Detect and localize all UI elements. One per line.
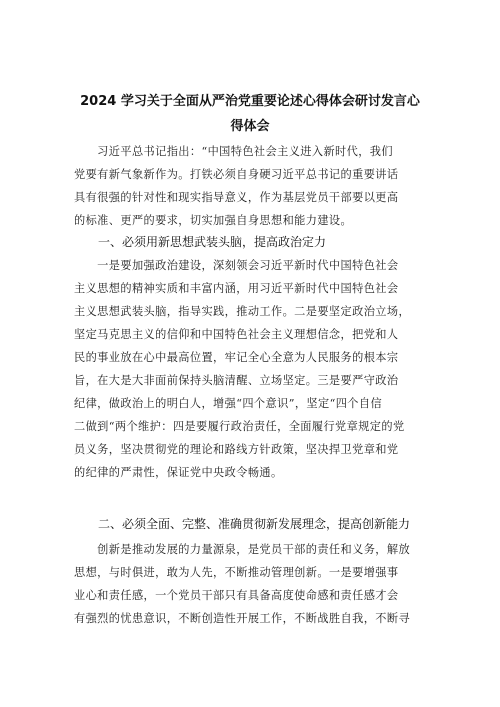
intro-paragraph: [74, 140, 428, 232]
paragraph-line: 一是要加强政治建设，深刻领会习近平新时代中国特色社会: [74, 259, 399, 272]
paragraph-line: 的标准、更严的要求，切实加强自身思想和能力建设。: [74, 214, 353, 227]
paragraph-line: 的纪律的严肃性，保证党中央政令畅通。: [74, 466, 283, 479]
paragraph-line: 思想，与时俱进，敢为人先，不断推动管理创新。一是要增强事: [74, 566, 399, 579]
paragraph-line: 主义思想武装头脑，指导实践，推动工作。二是要坚定政治立场，: [74, 305, 411, 318]
section-heading-1: 一、必须用新思想武装头脑，提高政治定力: [74, 235, 327, 249]
paragraph-line: 业心和责任感，一个党员干部只有具备高度使命感和责任感才会: [74, 589, 399, 602]
paragraph-line: 具有很强的针对性和现实指导意义，作为基层党员干部要以更高: [74, 191, 399, 204]
paragraph-line: 主义思想的精神实质和丰富内涵，用习近平新时代中国特色社会: [74, 282, 399, 295]
paragraph-line: 习近平总书记指出：“中国特色社会主义进入新时代，我们: [74, 145, 393, 158]
paragraph-line: 党要有新气象新作为。打铁必须自身硬习近平总书记的重要讲话: [74, 168, 399, 181]
paragraph-line: 创新是推动发展的力量源泉，是党员干部的责任和义务，解放: [74, 543, 411, 556]
paragraph-line: 二做到“两个维护：四是要履行政治责任，全面履行党章规定的党: [74, 420, 405, 433]
paragraph-line: 民的事业放在心中最高位置，牢记全心全意为人民服务的根本宗: [74, 351, 399, 364]
paragraph-line: 纪律，做政治上的明白人，增强“四个意识”，坚定“四个自信: [74, 397, 383, 410]
document-title-line-1: 2024 学习关于全面从严治党重要论述心得体会研讨发言心: [80, 94, 420, 109]
paragraph-line: 旨，在大是大非面前保持头脑清醒、立场坚定。三是要严守政治: [74, 374, 399, 387]
paragraph-line: 员义务，坚决贯彻党的理论和路线方针政策，坚决捍卫党章和党: [74, 443, 399, 456]
document-title-line-2: 得体会: [230, 119, 270, 134]
section-2-paragraph: [74, 538, 428, 630]
section-heading-2: 二、必须全面、完整、准确贯彻新发展理念，提高创新能力: [74, 517, 411, 531]
section-1-paragraph: [74, 254, 428, 484]
paragraph-line: 有强烈的忧患意识，不断创造性开展工作，不断战胜自我，不断寻: [74, 612, 411, 625]
paragraph-line: 坚定马克思主义的信仰和中国特色社会主义理想信念，把党和人: [74, 328, 399, 341]
